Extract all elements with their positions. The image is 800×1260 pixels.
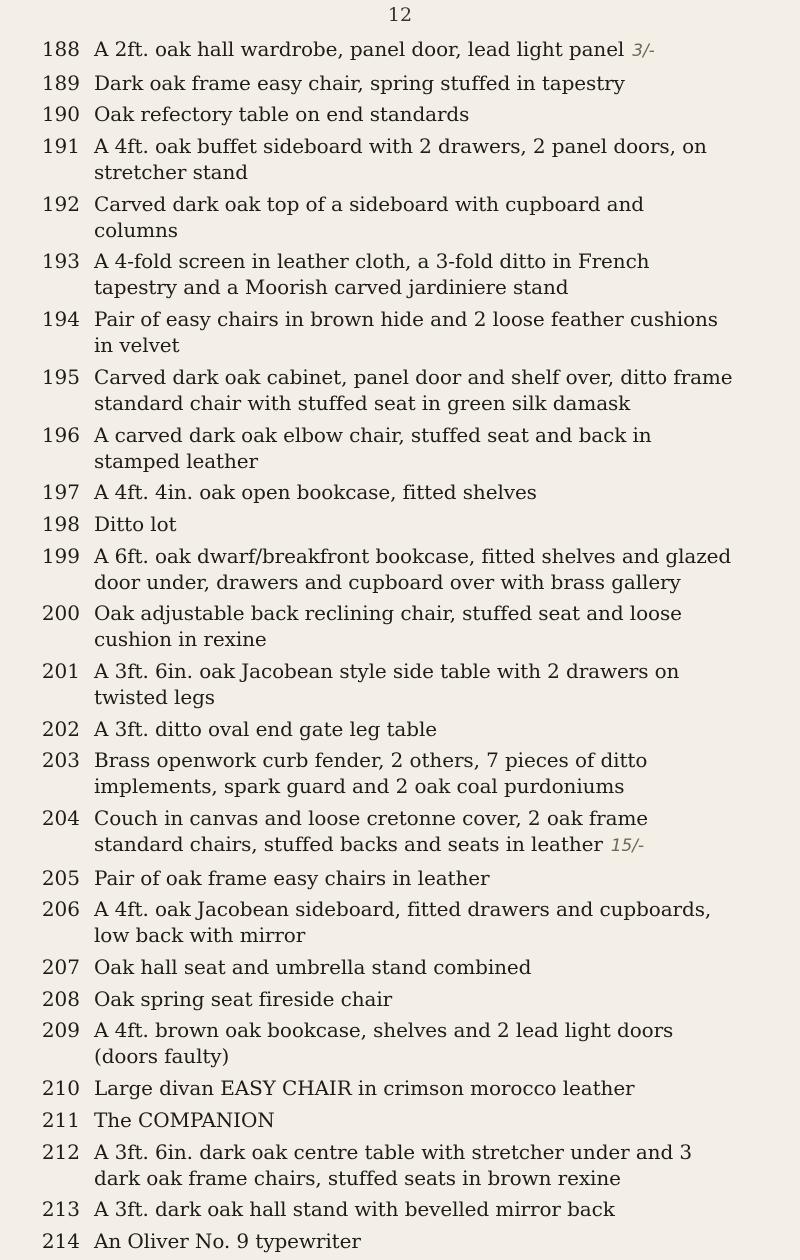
lot-description-text: A 4ft. oak buffet sideboard with 2 drawers, 2 panel doors, on stretcher stand <box>94 134 707 185</box>
lot-number: 210 <box>41 1076 80 1101</box>
lot-entry <box>0 543 800 595</box>
lot-description <box>94 865 734 891</box>
lot-description-text: A 4ft. oak Jacobean sideboard, fitted drawers and cupboards, low back with mirror <box>94 897 712 948</box>
lot-entry <box>0 747 800 799</box>
lot-number: 208 <box>41 986 80 1011</box>
lot-entry <box>0 1017 800 1069</box>
lot-entry <box>0 191 800 243</box>
lot-description-text: Carved dark oak cabinet, panel door and shelf over, ditto frame standard chair with stuffed seat in green silk damask <box>94 364 733 415</box>
lot-description <box>94 133 734 185</box>
lot-description-text: An Oliver No. 9 typewriter <box>94 1228 361 1253</box>
lot-description <box>94 600 734 652</box>
lot-description <box>94 70 734 96</box>
lot-entry <box>0 1075 800 1101</box>
lot-entry <box>0 36 800 64</box>
lot-description <box>94 422 734 474</box>
lot-description-text: A 3ft. ditto oval end gate leg table <box>94 716 437 741</box>
lot-number: 194 <box>41 307 80 332</box>
lot-entry <box>0 658 800 710</box>
lot-description-text: A 4ft. 4in. oak open bookcase, fitted shelves <box>94 480 537 505</box>
lot-description <box>94 1107 734 1133</box>
lot-number: 198 <box>41 511 80 536</box>
lot-number: 200 <box>41 601 80 626</box>
lot-description <box>94 1228 734 1254</box>
lot-entry <box>0 1107 800 1133</box>
lot-entry <box>0 600 800 652</box>
lot-description-text: Pair of easy chairs in brown hide and 2 loose feather cushions in velvet <box>94 307 718 358</box>
page-number: 12 <box>387 4 413 26</box>
lot-entry <box>0 133 800 185</box>
lot-description <box>94 805 734 859</box>
lot-description-text: A 3ft. dark oak hall stand with bevelled mirror back <box>94 1197 615 1222</box>
lot-description-text: Brass openwork curb fender, 2 others, 7 pieces of ditto implements, spark guard and 2 oak coal purdoniums <box>94 748 648 799</box>
lot-entry <box>0 1196 800 1222</box>
lot-description-text: A carved dark oak elbow chair, stuffed seat and back in stamped leather <box>94 422 652 473</box>
lot-number: 207 <box>41 955 80 980</box>
lot-description-text: Dark oak frame easy chair, spring stuffed in tapestry <box>94 70 625 95</box>
lot-description <box>94 1075 734 1101</box>
lot-description <box>94 511 734 537</box>
lot-number: 189 <box>41 70 80 95</box>
lot-description <box>94 986 734 1012</box>
lot-description <box>94 191 734 243</box>
lot-entry <box>0 422 800 474</box>
lot-number: 204 <box>41 806 80 830</box>
lot-description-text: Oak adjustable back reclining chair, stuffed seat and loose cushion in rexine <box>94 601 682 652</box>
lot-description <box>94 364 734 416</box>
lot-entry <box>0 986 800 1012</box>
lot-number: 188 <box>41 37 80 61</box>
lot-description-text: Carved dark oak top of a sideboard with cupboard and columns <box>94 191 644 242</box>
lot-description <box>94 1139 734 1191</box>
lot-number: 214 <box>41 1228 80 1253</box>
lot-description <box>94 306 734 358</box>
lot-entry <box>0 896 800 948</box>
lot-entry <box>0 954 800 980</box>
lot-entry <box>0 1139 800 1191</box>
lot-description <box>94 543 734 595</box>
lot-description <box>94 101 734 127</box>
lot-description-text: A 3ft. 6in. oak Jacobean style side table with 2 drawers on twisted legs <box>94 658 680 709</box>
lot-description-text: Oak refectory table on end standards <box>94 102 470 127</box>
lot-entry <box>0 805 800 859</box>
lot-description-text: The COMPANION <box>94 1107 275 1132</box>
lot-entry <box>0 364 800 416</box>
lot-number: 205 <box>41 865 80 890</box>
lot-entry <box>0 306 800 358</box>
lot-description <box>94 479 734 505</box>
lot-number: 196 <box>41 422 80 447</box>
lot-entry <box>0 1228 800 1254</box>
lot-description <box>94 747 734 799</box>
lot-number: 195 <box>41 364 80 389</box>
lot-entry <box>0 716 800 742</box>
lot-list <box>0 36 800 1260</box>
lot-number: 192 <box>41 191 80 216</box>
lot-description-text: A 2ft. oak hall wardrobe, panel door, lead light panel <box>94 37 625 61</box>
lot-entry <box>0 101 800 127</box>
lot-entry <box>0 70 800 96</box>
lot-description <box>94 36 734 64</box>
lot-description-text: A 4ft. brown oak bookcase, shelves and 2 lead light doors (doors faulty) <box>94 1018 674 1069</box>
lot-number: 213 <box>41 1197 80 1222</box>
lot-number: 211 <box>41 1107 80 1132</box>
handwritten-price: 15/- <box>610 836 644 856</box>
lot-description-text: A 3ft. 6in. dark oak centre table with stretcher under and 3 dark oak frame chairs, stuffed seats in brown rexine <box>94 1139 693 1190</box>
lot-description <box>94 658 734 710</box>
lot-description-text: Couch in canvas and loose cretonne cover, 2 oak frame standard chairs, stuffed backs and seats in leather <box>94 806 649 856</box>
lot-description-text: A 4-fold screen in leather cloth, a 3-fold ditto in French tapestry and a Moorish carved jardiniere stand <box>94 249 650 300</box>
lot-number: 197 <box>41 480 80 505</box>
lot-description <box>94 954 734 980</box>
lot-number: 191 <box>41 134 80 159</box>
lot-entry <box>0 248 800 300</box>
lot-number: 199 <box>41 543 80 568</box>
handwritten-price: 3/- <box>632 41 655 61</box>
lot-number: 201 <box>41 658 80 683</box>
lot-description-text: A 6ft. oak dwarf/breakfront bookcase, fitted shelves and glazed door under, drawers and cupboard over with brass gallery <box>94 543 732 594</box>
lot-entry <box>0 479 800 505</box>
lot-description <box>94 1017 734 1069</box>
lot-description-text: Pair of oak frame easy chairs in leather <box>94 865 490 890</box>
lot-number: 203 <box>41 748 80 773</box>
lot-number: 202 <box>41 716 80 741</box>
lot-description <box>94 248 734 300</box>
lot-description <box>94 716 734 742</box>
lot-number: 190 <box>41 102 80 127</box>
lot-description <box>94 1196 734 1222</box>
lot-description-text: Oak hall seat and umbrella stand combined <box>94 955 532 980</box>
lot-number: 206 <box>41 897 80 922</box>
lot-number: 212 <box>41 1139 80 1164</box>
lot-description <box>94 896 734 948</box>
lot-description-text: Oak spring seat fireside chair <box>94 986 393 1011</box>
lot-entry <box>0 511 800 537</box>
lot-description-text: Large divan EASY CHAIR in crimson morocco leather <box>94 1076 635 1101</box>
lot-number: 209 <box>41 1018 80 1043</box>
lot-number: 193 <box>41 249 80 274</box>
lot-description-text: Ditto lot <box>94 511 177 536</box>
lot-entry <box>0 865 800 891</box>
